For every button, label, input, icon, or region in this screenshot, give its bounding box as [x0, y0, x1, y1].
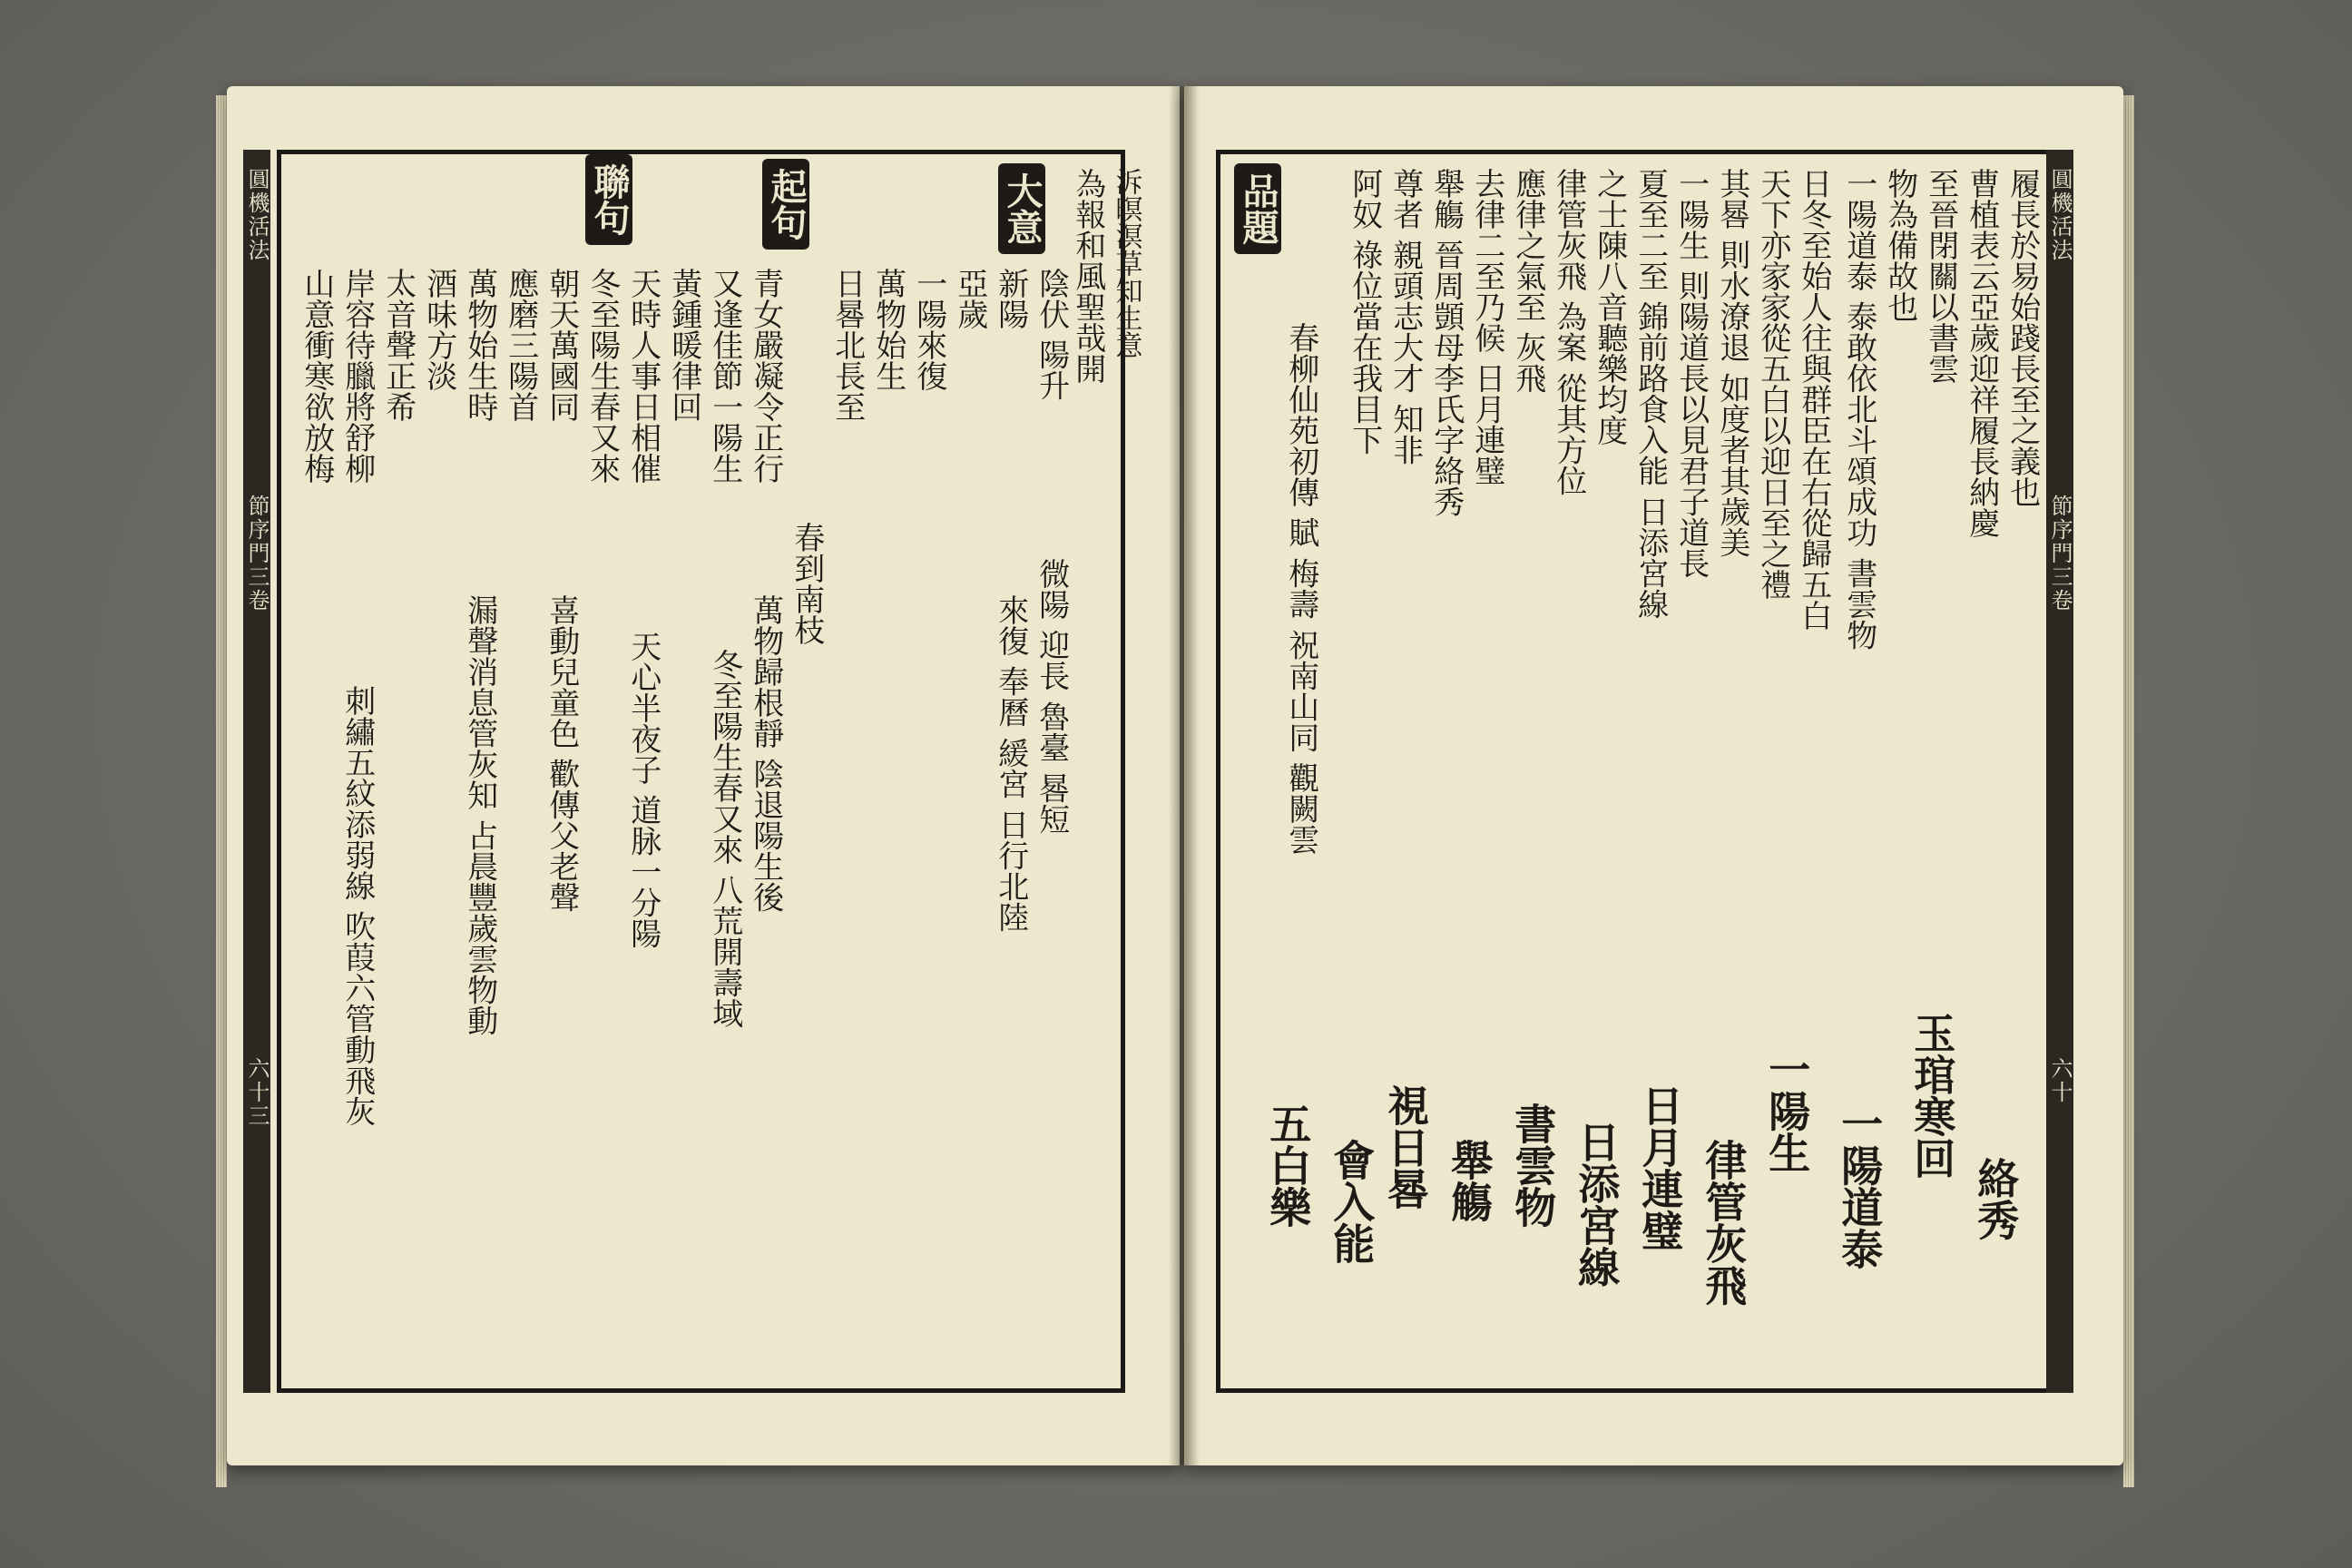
text-column-r3: 至晉閉關以書雲 — [1922, 168, 1959, 384]
section-tab-renku: 聯句 — [585, 154, 632, 245]
headword-5: 日添宮線 — [1572, 1121, 1622, 1288]
taii-line-1: 新陽 — [992, 268, 1029, 329]
text-column-l4: 來復 奉曆 緩宮 日行北陸 — [992, 594, 1029, 933]
text-column-r10: 夏至二至 錦前路食入能 日添宮線 — [1632, 168, 1669, 620]
text-column-r4: 物為備故也 — [1881, 168, 1918, 322]
headword-11: 玉琯寒回 — [1907, 1012, 1957, 1179]
text-column-r2: 曹植表云亞歲迎祥履長納慶 — [1963, 168, 2000, 538]
kiku-line-4: 天時人事日相催 — [624, 268, 662, 484]
renku-line-5: 太音聲正希 — [379, 268, 416, 422]
section-tab-hindai: 品題 — [1234, 163, 1281, 254]
text-column-r11: 之士陳八音聽樂均度 — [1591, 168, 1628, 446]
headword-3: 律管灰飛 — [1699, 1139, 1749, 1306]
taii-line-2: 亞歲 — [951, 268, 988, 329]
page-edges-left — [216, 95, 227, 1487]
headword-8: 視日晷 — [1381, 1084, 1431, 1210]
renku-line-4: 酒味方淡 — [420, 268, 457, 391]
left-folio-number: 六十三 — [244, 1057, 270, 1128]
right-chapter-label: 節序門三卷 — [2047, 495, 2073, 612]
right-center-strip — [2046, 150, 2073, 1393]
text-column-r18: 春柳仙苑初傳 賦 梅壽 祝南山同 觀闕雲 — [1282, 322, 1319, 856]
page-edges-right — [2123, 95, 2134, 1487]
text-column-r15: 舉觴 晉周顗母李氏字絡秀 — [1427, 168, 1465, 517]
text-column-l0: 泝暝溟草知生意 — [1110, 168, 1142, 358]
section-tab-kiku: 起句 — [762, 159, 809, 250]
taii-line-5: 日晷北長至 — [828, 268, 866, 422]
headword-9: 會入能 — [1327, 1139, 1377, 1264]
kiku-line-5: 冬至陽生春又來 — [583, 268, 621, 484]
headword-10: 五白樂 — [1263, 1102, 1313, 1228]
text-column-l10: 刺繡五紋添弱線 吹葭六管動飛灰 — [338, 685, 376, 1127]
right-folio-number: 六十 — [2047, 1057, 2073, 1104]
text-column-l5: 萬物歸根靜 陰退陽生後 — [747, 594, 784, 913]
text-column-l6: 冬至陽生春又來 八荒開壽域 — [706, 649, 743, 1029]
kiku-line-2: 又逢佳節一陽生 — [706, 268, 743, 484]
right-running-title: 圓機活法 — [2047, 168, 2073, 262]
headword-12: 絡秀 — [1971, 1157, 2021, 1240]
left-center-strip — [243, 150, 270, 1393]
taii-line-3: 一陽來復 — [910, 268, 947, 391]
headword-6: 書雲物 — [1508, 1102, 1558, 1228]
text-column-r9: 一陽生 則陽道長以見君子道長 — [1672, 168, 1710, 579]
text-column-l3: 微陽 迎長 魯臺 晷短 — [1033, 558, 1070, 835]
headword-4: 日月連璧 — [1635, 1084, 1685, 1251]
renku-line-1: 朝天萬國同 — [543, 268, 580, 422]
text-column-l7: 天心半夜子 道脉一分陽 — [624, 631, 662, 949]
text-column-r17: 阿奴 祿位當在我目下 — [1346, 168, 1383, 456]
kiku-line-1: 青女嚴凝令正行 — [747, 268, 784, 484]
renku-line-3: 萬物始生時 — [461, 268, 498, 422]
text-column-l2: 陰伏 陽升 — [1033, 268, 1070, 401]
taii-line-6: 春到南枝 — [788, 522, 825, 645]
left-running-title: 圓機活法 — [244, 168, 270, 262]
text-column-r6: 日冬至始人往與群臣在右從歸五白 — [1795, 168, 1832, 631]
headword-1: 一陽道泰 — [1835, 1102, 1885, 1269]
renku-line-7: 山意衝寒欲放梅 — [298, 268, 335, 484]
text-column-r16: 尊者 親頭志大才 知非 — [1387, 168, 1424, 466]
text-column-r13: 應律之氣至 灰飛 — [1509, 168, 1546, 394]
open-book — [227, 86, 2123, 1475]
left-chapter-label: 節序門三卷 — [244, 495, 270, 612]
kiku-line-3: 黃鍾暖律回 — [665, 268, 702, 422]
text-column-r1: 履長於易始踐長至之義也 — [2004, 168, 2041, 507]
text-column-r8: 其晷 則水潦退 如度者其歲美 — [1713, 168, 1750, 558]
left-page — [227, 86, 1180, 1465]
text-column-r7: 天下亦家家從五白以迎日至之禮 — [1754, 168, 1791, 600]
taii-line-4: 萬物始生 — [869, 268, 906, 391]
headword-2: 一陽生 — [1762, 1048, 1812, 1173]
book-gutter — [1169, 86, 1200, 1465]
right-page — [1184, 86, 2123, 1465]
renku-line-6: 岸容待臘將舒柳 — [338, 268, 376, 484]
text-column-l1: 為報和風聖哉開 — [1069, 168, 1106, 384]
text-column-r5: 一陽道泰 泰敢依北斗頌成功 書雲物 — [1840, 168, 1877, 651]
text-column-r14: 去律二至乃候 日月連璧 — [1468, 168, 1505, 486]
text-column-l9: 漏聲消息管灰知 占晨豐歲雲物動 — [461, 594, 498, 1036]
text-column-r12: 律管灰飛 為案 從其方位 — [1550, 168, 1587, 496]
text-column-l8: 喜動兒童色 歡傳父老聲 — [543, 594, 580, 913]
headword-7: 舉觴 — [1445, 1139, 1494, 1222]
section-tab-taii: 大意 — [998, 163, 1045, 254]
renku-line-2: 應磨三陽首 — [502, 268, 539, 422]
